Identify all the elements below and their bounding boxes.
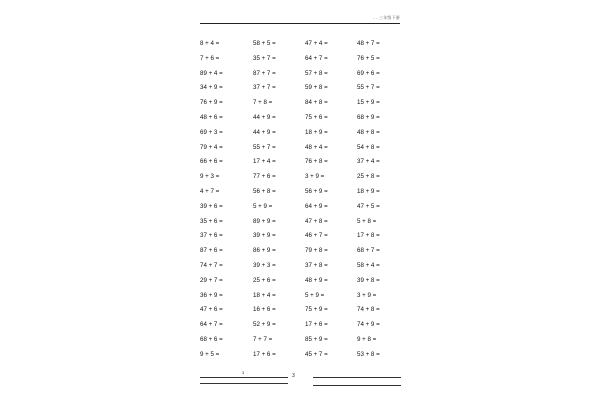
header-text: - - 三年级下册 [373,15,400,20]
math-problem: 35 + 7 = [253,54,276,62]
math-problem: 52 + 9 = [253,321,276,329]
math-problem: 45 + 7 = [305,350,328,358]
math-problem: 9 + 3 = [200,173,220,181]
math-problem: 64 + 7 = [200,321,223,329]
math-problem: 4 + 7 = [200,187,220,195]
math-problem: 77 + 6 = [253,173,276,181]
math-problem: 68 + 9 = [357,113,380,121]
math-problem: 16 + 6 = [253,306,276,314]
math-problem: 17 + 8 = [357,232,380,240]
math-problem: 37 + 7 = [253,84,276,92]
math-problem: 79 + 8 = [305,247,328,255]
math-problem: 48 + 7 = [357,40,380,47]
math-problem: 47 + 4 = [305,40,328,47]
math-problem: 3 + 9 = [357,291,377,299]
problem-column-3 [305,37,357,363]
math-problem: 53 + 8 = [357,350,380,358]
math-problem: 39 + 6 = [200,202,223,210]
math-problem: 58 + 4 = [357,261,380,269]
math-problem: 76 + 9 = [200,99,223,107]
math-problem: 68 + 7 = [357,247,380,255]
math-problem: 17 + 6 = [253,350,276,358]
math-problem: 54 + 8 = [357,143,380,151]
math-problem: 17 + 4 = [253,158,276,166]
math-problem: 3 + 9 = [305,173,325,181]
math-problem: 5 + 8 = [357,217,377,225]
math-problem: 74 + 7 = [200,261,223,269]
math-problem: 47 + 8 = [305,217,328,225]
math-problem: 39 + 3 = [253,261,276,269]
math-problem: 74 + 8 = [357,306,380,314]
math-problem: 86 + 9 = [253,247,276,255]
footer-line-left-upper [200,377,288,378]
math-problem: 59 + 8 = [305,84,328,92]
math-problem: 68 + 6 = [200,335,223,343]
math-problem: 36 + 9 = [200,291,223,299]
math-problem: 25 + 6 = [253,276,276,284]
math-problem: 39 + 9 = [253,232,276,240]
math-problem: 89 + 4 = [200,69,223,77]
math-problem: 18 + 9 = [357,187,380,195]
math-problem: 35 + 6 = [200,217,223,225]
math-problem: 8 + 4 = [200,40,220,47]
math-problem: 37 + 8 = [305,261,328,269]
math-problem: 48 + 6 = [200,113,223,121]
math-problem: 44 + 9 = [253,128,276,136]
math-problem: 79 + 4 = [200,143,223,151]
math-problem: 69 + 3 = [200,128,223,136]
math-problem: 18 + 9 = [305,128,328,136]
math-problem: 5 + 9 = [305,291,325,299]
math-problem: 64 + 7 = [305,54,328,62]
math-problem: 64 + 9 = [305,202,328,210]
math-problem: 37 + 4 = [357,158,380,166]
math-problem: 37 + 6 = [200,232,223,240]
math-problem: 57 + 8 = [305,69,328,77]
math-problem: 34 + 9 = [200,84,223,92]
math-problem: 48 + 8 = [357,128,380,136]
math-problem: 87 + 6 = [200,247,223,255]
math-problem: 74 + 9 = [357,321,380,329]
math-problem: 44 + 9 = [253,113,276,121]
math-problem: 85 + 9 = [305,335,328,343]
math-problem: 29 + 7 = [200,276,223,284]
math-problem: 55 + 7 = [253,143,276,151]
math-problem: 17 + 6 = [305,321,328,329]
math-problem: 56 + 8 = [253,187,276,195]
math-problem: 7 + 6 = [200,54,220,62]
problem-column-1 [200,37,252,363]
math-problem: 47 + 5 = [357,202,380,210]
math-problem: 66 + 6 = [200,158,223,166]
math-problem: 76 + 8 = [305,158,328,166]
header-rule [200,23,400,24]
math-problem: 9 + 5 = [200,350,220,358]
math-problem: 76 + 5 = [357,54,380,62]
footer-line-right-lower [313,385,401,386]
math-problem: 47 + 6 = [200,306,223,314]
math-problem: 25 + 8 = [357,173,380,181]
math-problem: 87 + 7 = [253,69,276,77]
page-number: 3 [292,373,295,379]
math-problem: 75 + 9 = [305,306,328,314]
footer-line-left-lower [200,383,288,384]
math-problem: 18 + 4 = [253,291,276,299]
problems-grid [200,37,420,367]
math-problem: 69 + 6 = [357,69,380,77]
problem-column-4 [357,37,409,363]
math-problem: 15 + 9 = [357,99,380,107]
problem-column-2 [253,37,305,363]
math-problem: 5 + 9 = [253,202,273,210]
math-problem: 89 + 9 = [253,217,276,225]
math-problem: 48 + 9 = [305,276,328,284]
math-problem: 56 + 9 = [305,187,328,195]
math-problem: 7 + 8 = [253,99,273,107]
math-problem: 55 + 7 = [357,84,380,92]
math-problem: 46 + 7 = [305,232,328,240]
math-problem: 9 + 8 = [357,335,377,343]
math-problem: 48 + 4 = [305,143,328,151]
math-problem: 39 + 8 = [357,276,380,284]
math-problem: 58 + 5 = [253,40,276,47]
math-problem: 84 + 8 = [305,99,328,107]
math-problem: 75 + 6 = [305,113,328,121]
math-problem: 7 + 7 = [253,335,273,343]
footer-line-right-upper [313,377,401,378]
footer-small-text: 3 [242,370,245,375]
